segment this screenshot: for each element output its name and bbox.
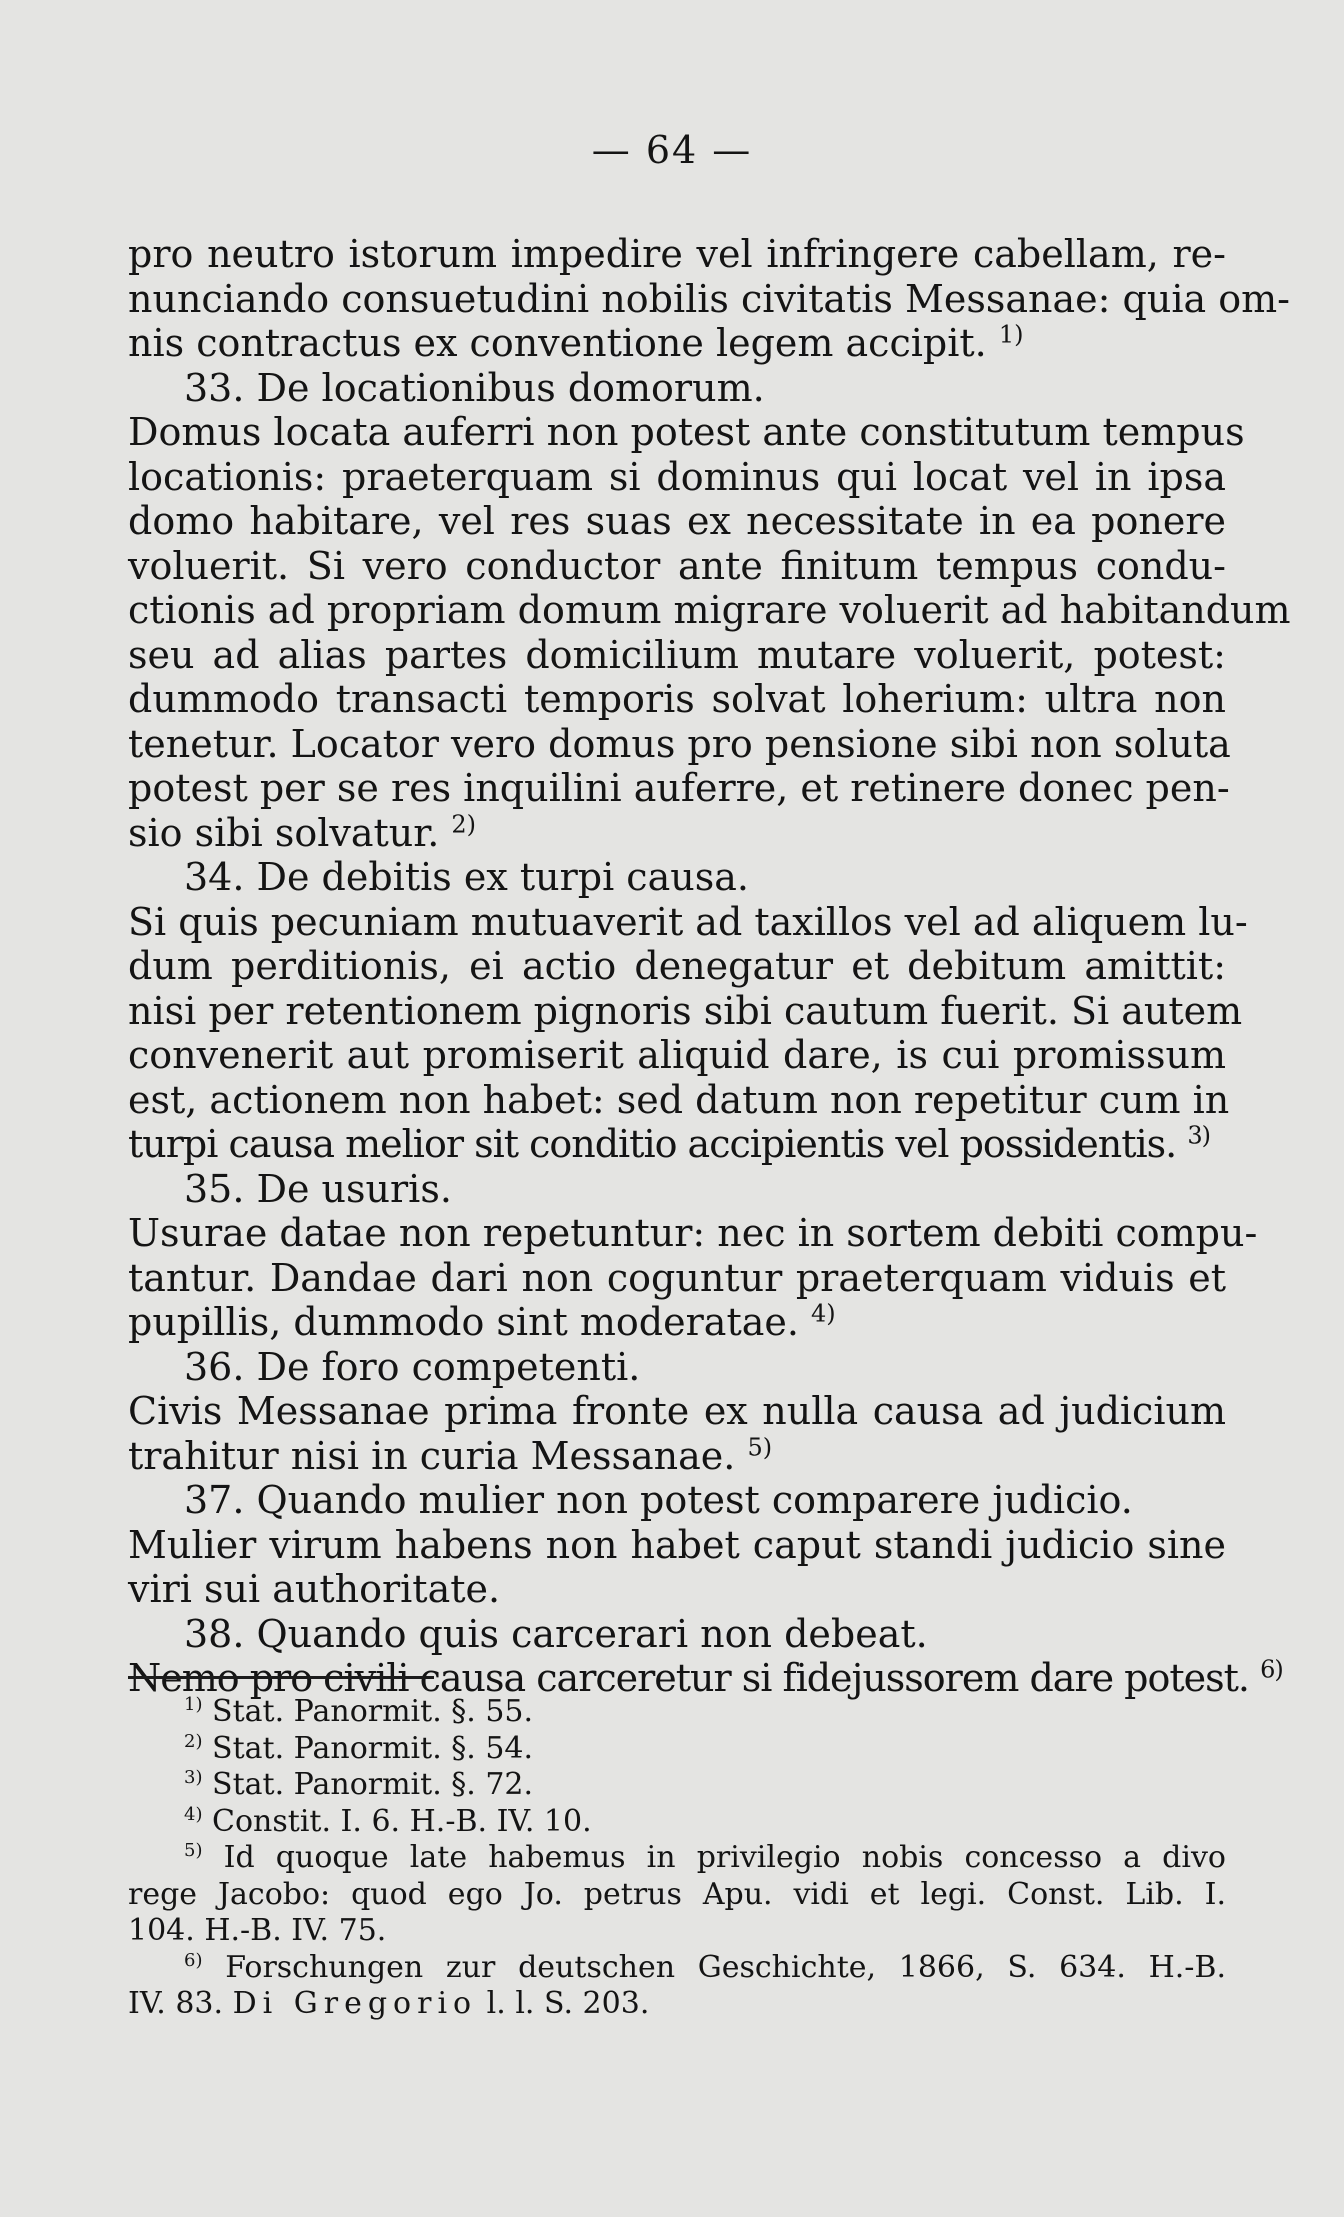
footnote-5-continued: 104. H.-B. IV. 75. xyxy=(128,1913,387,1948)
text-line: Usurae datae non repetuntur: nec in sortem debiti compu- xyxy=(128,1211,1258,1255)
section-heading-35: 35. De usuris. xyxy=(184,1166,452,1211)
text-line: seu ad alias partes domicilium mutare voluerit, potest: xyxy=(128,632,1226,677)
text-line-content: Nemo pro civili causa carceretur si fidejussorem dare potest. xyxy=(128,1656,1249,1700)
text-line-content: pupillis, dummodo sint moderatae. xyxy=(128,1300,799,1344)
footnote-number: 1) xyxy=(184,1694,203,1715)
footnote-text: Forschungen zur deutschen Geschichte, 1866, S. 634. H.-B. xyxy=(225,1949,1226,1985)
footnote-text: Stat. Panormit. §. 55. xyxy=(212,1694,534,1729)
footnote-1 xyxy=(128,1694,1226,1731)
author-name: Di Gregorio xyxy=(232,1986,478,2021)
footnote-3 xyxy=(128,1767,1226,1804)
footnote-text: Stat. Panormit. §. 54. xyxy=(212,1730,534,1766)
text-line: tenetur. Locator vero domus pro pensione sibi non soluta xyxy=(128,721,1231,766)
footnote-5 xyxy=(128,1840,1226,1877)
footnotes xyxy=(128,1694,1226,2023)
footnote-number: 4) xyxy=(184,1803,203,1825)
text-line-content: nis contractus ex conventione legem accipit. xyxy=(128,321,987,365)
footnote-mark: 2) xyxy=(451,809,477,838)
text-line-content: turpi causa melior sit conditio accipientis vel possidentis. xyxy=(128,1122,1177,1166)
text-line-content: sio sibi solvatur. xyxy=(128,810,440,855)
footnote-mark: 6) xyxy=(1260,1655,1283,1684)
footnote-mark: 3) xyxy=(1187,1121,1210,1150)
footnote-number: 5) xyxy=(184,1840,203,1861)
text-line: nunciando consuetudini nobilis civitatis Messanae: quia om- xyxy=(128,276,1290,321)
page-number-header: — 64 — xyxy=(591,128,753,172)
footnote-text: l. l. S. 203. xyxy=(486,1986,650,2021)
footnote-number: 6) xyxy=(184,1949,203,1971)
footnote-mark: 5) xyxy=(747,1432,773,1461)
footnote-text: Id quoque late habemus in privilegio nobis concesso a divo xyxy=(223,1840,1226,1875)
text-line: ctionis ad propriam domum migrare voluerit ad habitandum xyxy=(128,588,1291,632)
footnote-mark: 1) xyxy=(998,320,1024,349)
footnote-divider xyxy=(128,1676,434,1679)
text-line: domo habitare, vel res suas ex necessitate in ea ponere xyxy=(128,499,1226,543)
footnote-5-continued: rege Jacobo: quod ego Jo. petrus Apu. vidi et legi. Const. Lib. I. xyxy=(128,1876,1226,1912)
text-line: pro neutro istorum impedire vel infringere cabellam, re- xyxy=(128,232,1226,276)
text-line: viri sui authoritate. xyxy=(128,1567,501,1611)
footnote-6-continued xyxy=(128,1986,1226,2023)
footnote-4 xyxy=(128,1804,1226,1841)
text-line: nisi per retentionem pignoris sibi cautum fuerit. Si autem xyxy=(128,988,1243,1033)
section-heading-38: 38. Quando quis carcerari non debeat. xyxy=(184,1611,928,1656)
text-line: Si quis pecuniam mutuaverit ad taxillos vel ad aliquem lu- xyxy=(128,899,1248,944)
footnote-text: Constit. I. 6. H.-B. IV. 10. xyxy=(212,1803,592,1839)
text-line: tantur. Dandae dari non coguntur praeterquam viduis et xyxy=(128,1255,1226,1300)
text-line: convenerit aut promiserit aliquid dare, is cui promissum xyxy=(128,1033,1226,1077)
text-line xyxy=(128,1300,1226,1345)
text-line: potest per se res inquilini auferre, et retinere donec pen- xyxy=(128,766,1230,810)
text-line: Domus locata auferri non potest ante constitutum tempus xyxy=(128,410,1245,454)
text-line: Mulier virum habens non habet caput standi judicio sine xyxy=(128,1522,1226,1567)
text-line: dum perditionis, ei actio denegatur et debitum amittit: xyxy=(128,944,1226,988)
text-line xyxy=(128,1434,1226,1479)
text-line: est, actionem non habet: sed datum non repetitur cum in xyxy=(128,1077,1230,1122)
footnote-2 xyxy=(128,1731,1226,1768)
main-text xyxy=(128,232,1291,1701)
text-line-content: trahitur nisi in curia Messanae. xyxy=(128,1433,736,1478)
text-line xyxy=(128,321,1226,366)
text-line: dummodo transacti temporis solvat loherium: ultra non xyxy=(128,677,1226,721)
footnote-text: Stat. Panormit. §. 72. xyxy=(212,1767,534,1802)
footnote-number: 3) xyxy=(184,1767,203,1788)
footnote-mark: 4) xyxy=(811,1299,836,1328)
text-line: locationis: praeterquam si dominus qui locat vel in ipsa xyxy=(128,454,1226,499)
section-heading-36: 36. De foro competenti. xyxy=(184,1344,641,1389)
text-line xyxy=(128,811,1226,856)
text-line xyxy=(128,1122,1226,1167)
footnote-6 xyxy=(128,1950,1226,1987)
section-heading-33: 33. De locationibus domorum. xyxy=(184,365,765,410)
footnote-number: 2) xyxy=(184,1730,203,1752)
footnote-text: IV. 83. xyxy=(128,1986,224,2021)
section-heading-37: 37. Quando mulier non potest comparere judicio. xyxy=(184,1478,1133,1522)
text-line: voluerit. Si vero conductor ante finitum tempus condu- xyxy=(128,543,1226,588)
section-heading-34: 34. De debitis ex turpi causa. xyxy=(184,855,749,899)
text-line: Civis Messanae prima fronte ex nulla causa ad judicium xyxy=(128,1389,1226,1433)
